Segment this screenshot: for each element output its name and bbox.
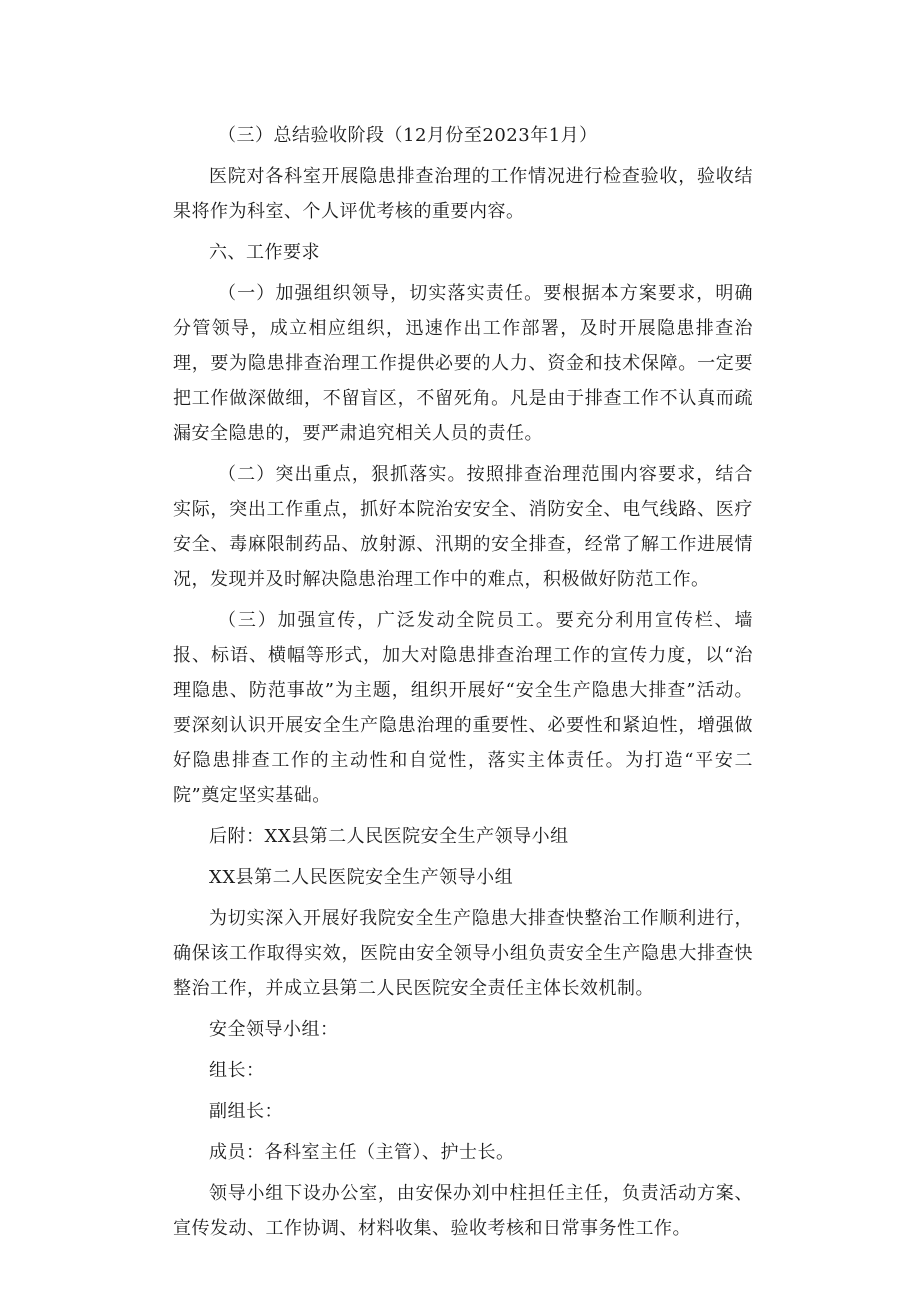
document-body [173,118,753,1252]
paragraph-acceptance: 医院对各科室开展隐患排查治理的工作情况进行检查验收，验收结果将作为科室、个人评优考核的重要内容。 [173,166,753,222]
paragraph-requirement-3: （三）加强宣传，广泛发动全院员工。要充分利用宣传栏、墙报、标语、横幅等形式，加大对隐患排查治理工作的宣传力度，以“治理隐患、防范事故”为主题，组织开展好“安全生产隐患大排查”活动。要深刻认识开展安全生产隐患治理的重要性、必要性和紧迫性，增强做好隐患排查工作的主动性和自觉性，落实主体责任。为打造“平安二院”奠定坚实基础。 [173,610,753,806]
label-members: 成员：各科室主任（主管）、护士长。 [209,1142,515,1163]
paragraph-requirement-1: （一）加强组织领导，切实落实责任。要根据本方案要求，明确分管领导，成立相应组织，迅速作出工作部署，及时开展隐患排查治理，要为隐患排查治理工作提供必要的人力、资金和技术保障。一定要把工作做深做细，不留盲区，不留死角。凡是由于排查工作不认真而疏漏安全隐患的，要严肃追究相关人员的责任。 [173,283,753,444]
appendix-title: XX县第二人民医院安全生产领导小组 [209,867,514,888]
section-heading-summary-stage: （三）总结验收阶段（12月份至2023年1月） [218,125,598,146]
paragraph-appendix-intro: 为切实深入开展好我院安全生产隐患大排查快整治工作顺利进行，确保该工作取得实效，医院由安全领导小组负责安全生产隐患大排查快整治工作，并成立县第二人民医院安全责任主体长效机制。 [173,908,753,999]
paragraph-requirement-2: （二）突出重点，狠抓落实。按照排查治理范围内容要求，结合实际，突出工作重点，抓好本院治安安全、消防安全、电气线路、医疗安全、毒麻限制药品、放射源、汛期的安全排查，经常了解工作进展情况，发现并及时解决隐患治理工作中的难点，积极做好防范工作。 [173,464,753,590]
section-heading-work-requirements: 六、工作要求 [209,242,320,263]
paragraph-office: 领导小组下设办公室，由安保办刘中柱担任主任，负责活动方案、宣传发动、工作协调、材料收集、验收考核和日常事务性工作。 [173,1183,753,1239]
label-deputy-leader: 副组长： [209,1101,283,1122]
paragraph-appendix-note: 后附：XX县第二人民医院安全生产领导小组 [209,826,569,847]
label-safety-leadership-group: 安全领导小组： [209,1019,339,1040]
label-group-leader: 组长： [209,1060,265,1081]
